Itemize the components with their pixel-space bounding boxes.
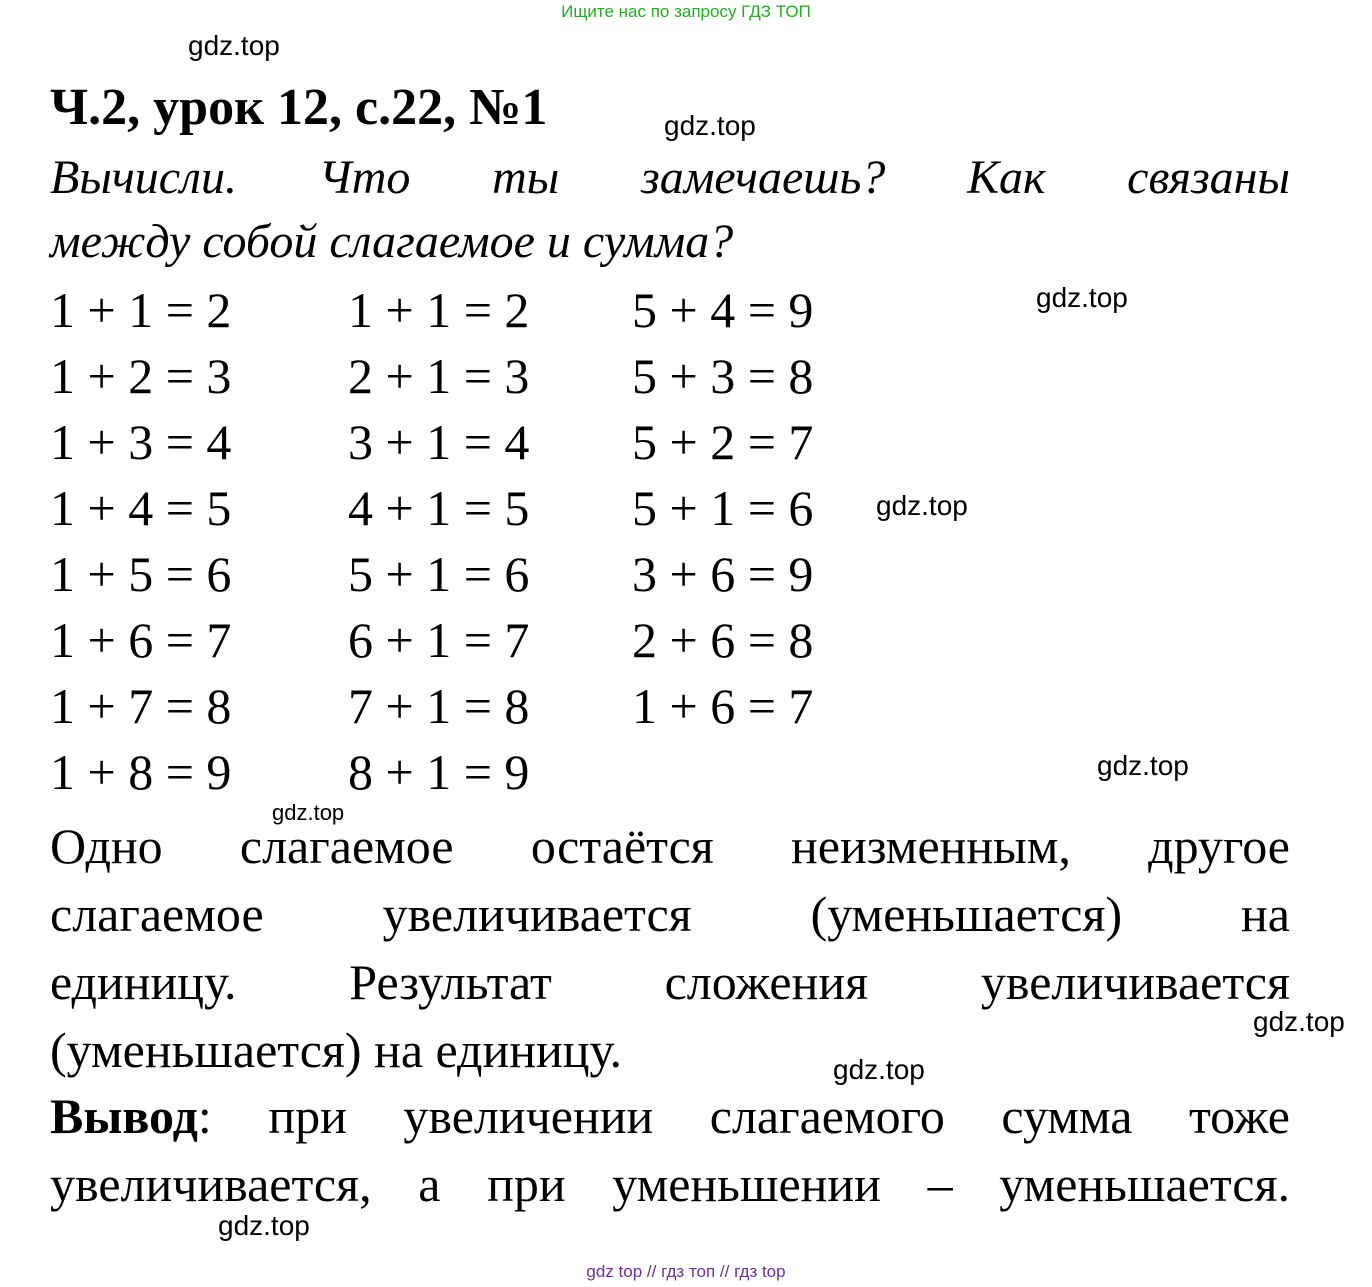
equation: 1 + 1 = 2 (50, 282, 232, 338)
equation: 5 + 1 = 6 (348, 546, 530, 602)
equation: 1 + 2 = 3 (50, 348, 232, 404)
equation: 1 + 1 = 2 (348, 282, 530, 338)
page-title: Ч.2, урок 12, с.22, №1 (50, 79, 548, 136)
equation-column (50, 277, 231, 805)
equation: 5 + 1 = 6 (632, 480, 814, 536)
watermark: gdz.top (188, 30, 280, 61)
watermark: gdz.top (1097, 750, 1189, 781)
equation-column (348, 277, 529, 805)
equation: 2 + 1 = 3 (348, 348, 530, 404)
equation: 7 + 1 = 8 (348, 678, 530, 734)
equation: 8 + 1 = 9 (348, 744, 530, 800)
equation-column (632, 277, 813, 739)
equation: 5 + 3 = 8 (632, 348, 814, 404)
equation: 6 + 1 = 7 (348, 612, 530, 668)
conclusion-text: : при увеличении слагаемого сумма тоже (197, 1088, 1290, 1144)
conclusion-label: Вывод (50, 1088, 198, 1144)
equation: 1 + 7 = 8 (50, 678, 232, 734)
watermark: gdz.top (876, 490, 968, 521)
bottom-links[interactable]: gdz top // гдз топ // гдз top (586, 1262, 786, 1281)
equation: 1 + 6 = 7 (50, 612, 232, 668)
watermark: gdz.top (664, 110, 756, 141)
watermark: gdz.top (833, 1054, 925, 1085)
equation: 2 + 6 = 8 (632, 612, 814, 668)
watermark: gdz.top (272, 800, 345, 825)
watermark: gdz.top (1036, 282, 1128, 313)
observation-line: единицу. Результат сложения увеличивается (50, 954, 1290, 1010)
equation: 3 + 6 = 9 (632, 546, 814, 602)
watermark: gdz.top (218, 1210, 310, 1241)
watermark: gdz.top (1253, 1006, 1345, 1037)
equation: 1 + 5 = 6 (50, 546, 232, 602)
equation: 5 + 4 = 9 (632, 282, 814, 338)
equation: 1 + 4 = 5 (50, 480, 232, 536)
top-banner: Ищите нас по запросу ГДЗ ТОП (561, 2, 811, 21)
equation: 1 + 6 = 7 (632, 678, 814, 734)
equation: 4 + 1 = 5 (348, 480, 530, 536)
observation-line: (уменьшается) на единицу. (50, 1022, 623, 1078)
conclusion-line: увеличивается, а при уменьшении – уменьшается. (50, 1156, 1290, 1212)
equation: 5 + 2 = 7 (632, 414, 814, 470)
observation-line: Одно слагаемое остаётся неизменным, другое (50, 818, 1290, 874)
conclusion-line (50, 1082, 1290, 1150)
task-line: между собой слагаемое и сумма? (50, 215, 734, 268)
equation: 1 + 3 = 4 (50, 414, 232, 470)
observation-line: слагаемое увеличивается (уменьшается) на (50, 886, 1290, 942)
task-line: Вычисли. Что ты замечаешь? Как связаны (50, 151, 1290, 204)
equation: 3 + 1 = 4 (348, 414, 530, 470)
equation: 1 + 8 = 9 (50, 744, 232, 800)
